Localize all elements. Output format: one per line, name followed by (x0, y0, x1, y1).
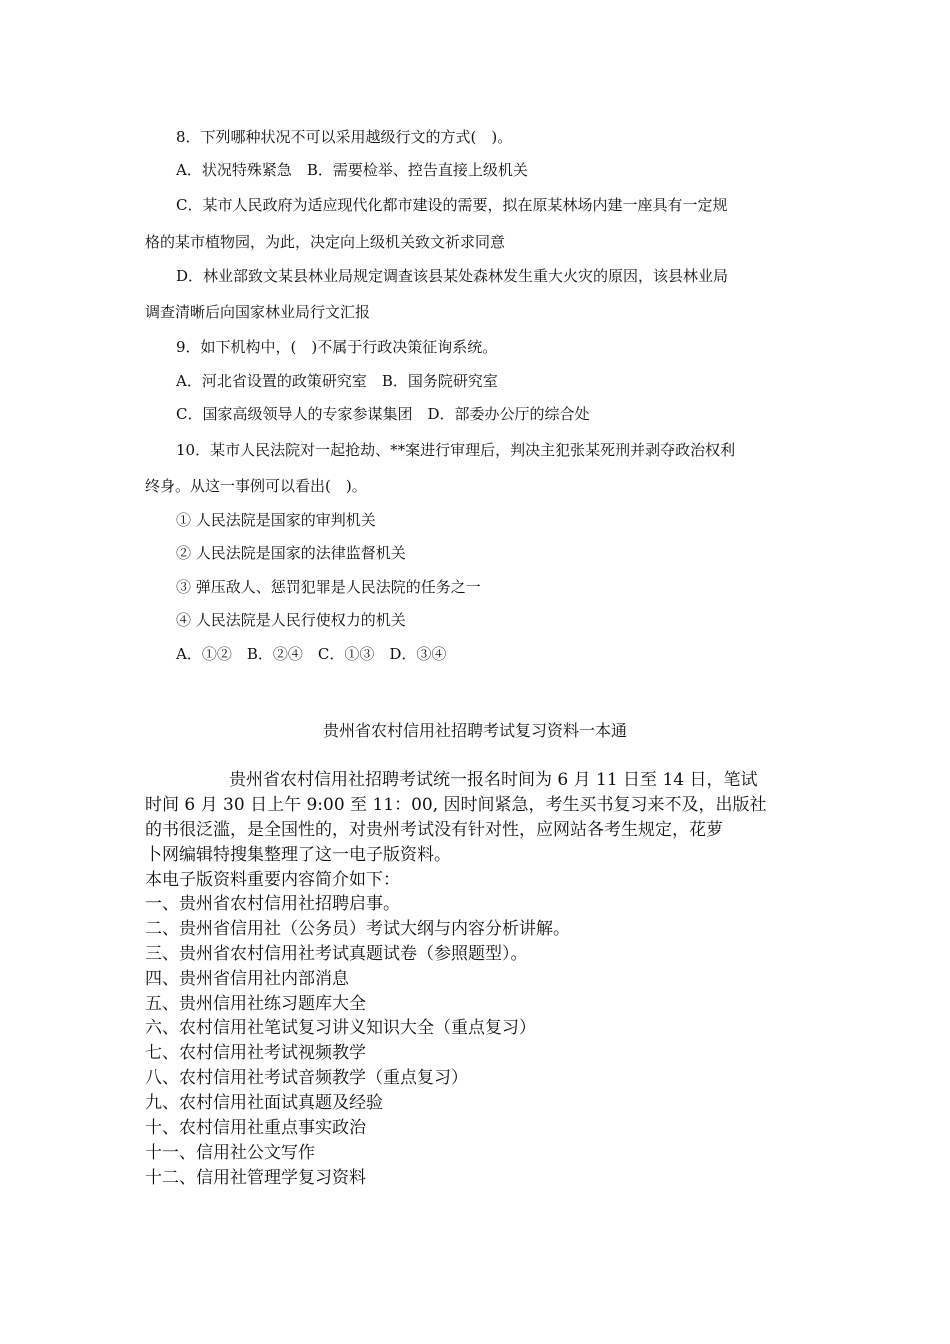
question-9-stem: 9．如下机构中，( )不属于行政决策征询系统。 (176, 338, 498, 356)
contents-item: 十一、信用社公文写作 (145, 1143, 315, 1163)
intro-line-3: 的书很泛滥，是全国性的，对贵州考试没有针对性，应网站各考生规定，花萝 (145, 820, 723, 840)
intro-line-4: 卜网编辑特搜集整理了这一电子版资料。 (145, 845, 451, 865)
contents-heading: 本电子版资料重要内容简介如下： (145, 870, 400, 890)
question-8-option-c-line1: C．某市人民政府为适应现代化都市建设的需要，拟在原某林场内建一座具有一定规 (176, 196, 728, 214)
intro-line-2: 时间 6 月 30 日上午 9:00 至 11：00, 因时间紧急，考生买书复习来不及，出版社 (145, 795, 767, 815)
contents-item: 二、贵州省信用社（公务员）考试大纲与内容分析讲解。 (145, 919, 570, 939)
contents-item: 六、农村信用社笔试复习讲义知识大全（重点复习） (145, 1018, 536, 1038)
contents-item: 八、农村信用社考试音频教学（重点复习） (145, 1068, 468, 1088)
contents-item: 七、农村信用社考试视频教学 (145, 1043, 366, 1063)
contents-item: 十、农村信用社重点事实政治 (145, 1118, 366, 1138)
contents-item: 五、贵州信用社练习题库大全 (145, 994, 366, 1014)
contents-item: 十二、信用社管理学复习资料 (145, 1168, 366, 1188)
question-10-item-2: ② 人民法院是国家的法律监督机关 (176, 544, 406, 562)
question-10-item-4: ④ 人民法院是人民行使权力的机关 (176, 611, 406, 629)
question-8-option-c-line2: 格的某市植物园，为此，决定向上级机关致文祈求同意 (145, 233, 506, 251)
question-10-options: A．①② B．②④ C．①③ D．③④ (176, 645, 447, 663)
question-10-stem-line2: 终身。从这一事例可以看出( )。 (145, 477, 367, 495)
question-10-item-3: ③ 弹压敌人、惩罚犯罪是人民法院的任务之一 (176, 578, 481, 596)
question-9-options-ab: A．河北省设置的政策研究室 B．国务院研究室 (176, 372, 498, 390)
contents-item: 四、贵州省信用社内部消息 (145, 969, 349, 989)
section-title: 贵州省农村信用社招聘考试复习资料一本通 (322, 721, 627, 740)
question-8-option-d-line2: 调查清晰后向国家林业局行文汇报 (145, 303, 371, 321)
question-10-item-1: ① 人民法院是国家的审判机关 (176, 511, 376, 529)
question-8-options-ab: A．状况特殊紧急 B．需要检举、控告直接上级机关 (176, 161, 528, 179)
question-10-stem-line1: 10．某市人民法院对一起抢劫、**案进行审理后，判决主犯张某死刑并剥夺政治权利 (176, 441, 736, 459)
intro-line-1: 贵州省农村信用社招聘考试统一报名时间为 6 月 11 日至 14 日，笔试 (229, 770, 758, 790)
question-9-options-cd: C．国家高级领导人的专家参谋集团 D．部委办公厅的综合处 (176, 405, 590, 423)
contents-item: 三、贵州省农村信用社考试真题试卷（参照题型）。 (145, 944, 528, 964)
contents-item: 一、贵州省农村信用社招聘启事。 (145, 894, 400, 914)
contents-item: 九、农村信用社面试真题及经验 (145, 1093, 383, 1113)
question-8-option-d-line1: D．林业部致文某县林业局规定调查该县某处森林发生重大火灾的原因，该县林业局 (176, 267, 729, 285)
question-8-stem: 8．下列哪种状况不可以采用越级行文的方式( )。 (176, 128, 513, 146)
